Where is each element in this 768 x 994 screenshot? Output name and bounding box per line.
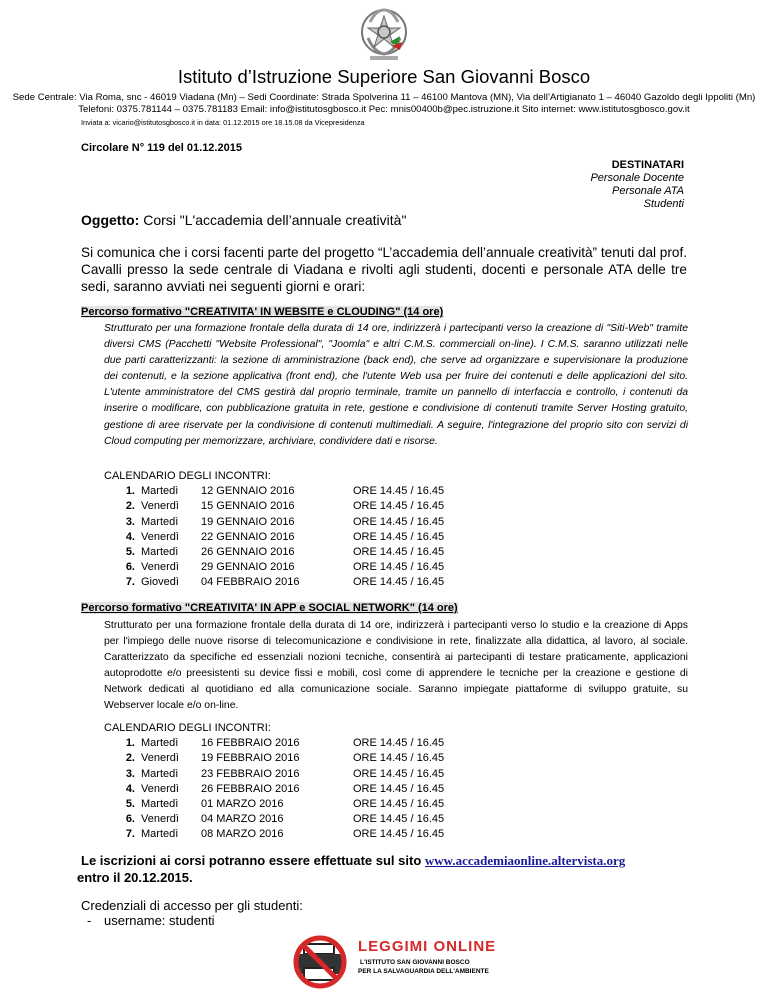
calendar-row: 2. Venerdì 19 FEBBRAIO 2016 ORE 14.45 / 16.45 xyxy=(125,752,445,765)
calendar-label: CALENDARIO DEGLI INCONTRI: xyxy=(104,470,271,482)
course-2-description: Strutturato per una formazione frontale della durata di 14 ore, indirizzerà i partecipanti verso lo studio e la creazione di Apps per l'impiego delle nuove risorse di telecomunicazione e condivisione in rete, finalizzate alla didattica, al lavoro, al sociale. Caratterizzato da specifiche ed essenziali nozioni tecniche, consentirà ai partecipanti di testare praticamente, applicazioni autoprodotte e/o preesistenti su device fissi e mobili, così come di apprendere le tecniche per la creazione e gestione di Network dedicati al quotidiano ed alla comunicazione sociale. Saranno impiegate piattaforme di sviluppo gratuite, su Webserver locale e/o on-line. xyxy=(104,620,688,712)
calendar-row: 3. Martedì 19 GENNAIO 2016 ORE 14.45 / 16.45 xyxy=(125,515,445,528)
destinatari-block xyxy=(590,159,684,211)
header-address: Sede Centrale: Via Roma, snc - 46019 Viadana (Mn) – Sedi Coordinate: Strada Spolverina 11 – 46100 Mantova (MN), Via dell’Artigianato 1 – 46040 Gazoldo degli Ippoliti (Mn) xyxy=(12,92,756,103)
credenziali-item: username: studenti xyxy=(104,913,215,928)
destinatario-item: Personale ATA xyxy=(612,185,684,197)
calendar-row: 4. Venerdì 26 FEBBRAIO 2016 ORE 14.45 / 16.45 xyxy=(125,782,445,795)
leggimi-online-logo xyxy=(290,934,500,990)
credenziali-title: Credenziali di accesso per gli studenti: xyxy=(81,898,303,913)
italian-republic-emblem-icon xyxy=(356,2,412,64)
no-printer-icon xyxy=(290,934,352,990)
header-sent-info: Inviata a: vicario@istitutosgbosco.it in data: 01.12.2015 ore 18.15.08 da Vicepresidenza xyxy=(81,118,365,127)
course-1-description: Strutturato per una formazione frontale della durata di 14 ore, indirizzerà i partecipanti verso la creazione di "Siti-Web" tramite diversi CMS (Pacchetti "Website Professional", "Joomla" e altri C.M.S. commerciali on-line). I C.M.S. saranno utilizzati nelle due parti caratterizzanti: la sezione di amministrazione (back end), che serve ad organizzare e supervisionare la produzione dei contenuti, e la sezione applicativa (front end), che l'utente Web usa per fruire dei contenuti e delle applicazioni del sito. L'utente amministratore del CMS gestirà dal proprio terminale, tramite un pannello di interfaccia e controllo, i contenuti da inserire o modificare, con pubblicazione gratuita in rete, gestione e condivisione di contenuti tramite Server Hosting gratuito, gestione di aree riservate per la condivisione di contenuti multimediali. A seguire, l'integrazione del proprio sito con servizi di Cloud computing per memorizzare, archiviare, condividere dati e risorse. xyxy=(104,323,688,447)
credenziali-block xyxy=(81,898,303,928)
destinatario-item: Studenti xyxy=(643,198,684,210)
calendar-row: 6. Venerdì 04 MARZO 2016 ORE 14.45 / 16.45 xyxy=(125,813,445,826)
logo-title: LEGGIMI ONLINE xyxy=(358,938,497,955)
iscrizioni-paragraph: Le iscrizioni ai corsi potranno essere effettuate sul sito www.accademiaonline.altervista.org entro il 20.12.2015. xyxy=(77,853,626,885)
oggetto-text: Corsi "L'accademia dell’annuale creatività" xyxy=(139,212,407,228)
logo-subtitle: L'ISTITUTO SAN GIOVANNI BOSCO xyxy=(360,959,470,966)
course-1-calendar xyxy=(104,469,445,591)
calendar-row: 7. Martedì 08 MARZO 2016 ORE 14.45 / 16.45 xyxy=(125,828,445,841)
calendar-row: 1. Martedì 12 GENNAIO 2016 ORE 14.45 / 16.45 xyxy=(125,485,445,498)
calendar-row: 7. Giovedì 04 FEBBRAIO 2016 ORE 14.45 / 16.45 xyxy=(125,576,445,589)
oggetto xyxy=(81,212,406,228)
header-contacts: Telefoni: 0375.781144 – 0375.781183 Email: info@istitutosgbosco.it Pec: mnis00400b@pec.istruzione.it Sito internet: www.istitutosgbosco.gov.it xyxy=(78,104,690,115)
calendar-row: 1. Martedì 16 FEBBRAIO 2016 ORE 14.45 / 16.45 xyxy=(125,737,445,750)
logo-subtitle-2: PER LA SALVAGUARDIA DELL'AMBIENTE xyxy=(358,968,489,975)
course-2-calendar xyxy=(104,721,445,843)
calendar-row: 5. Martedì 26 GENNAIO 2016 ORE 14.45 / 16.45 xyxy=(125,545,445,558)
destinatari-label: DESTINATARI xyxy=(611,159,684,171)
calendar-label: CALENDARIO DEGLI INCONTRI: xyxy=(104,722,271,734)
course-2-title: Percorso formativo "CREATIVITA' IN APP e SOCIAL NETWORK" (14 ore) xyxy=(81,602,458,614)
destinatario-item: Personale Docente xyxy=(590,172,684,184)
course-1-title: Percorso formativo "CREATIVITA' IN WEBSITE e CLOUDING" (14 ore) xyxy=(81,306,444,318)
calendar-row: 6. Venerdì 29 GENNAIO 2016 ORE 14.45 / 16.45 xyxy=(125,561,445,574)
registration-site-link[interactable]: www.accademiaonline.altervista.org xyxy=(424,853,626,868)
intro-paragraph: Si comunica che i corsi facenti parte del progetto “L’accademia dell’annuale creatività” tenuti dal prof. Cavalli presso la sede centrale di Viadana e rivolti agli studenti, docenti e personale ATA delle tre sedi, saranno avviati nei seguenti giorni e orari: xyxy=(81,245,688,294)
circolare-number: Circolare N° 119 del 01.12.2015 xyxy=(81,142,242,154)
oggetto-label: Oggetto: xyxy=(81,212,140,228)
calendar-row: 3. Martedì 23 FEBBRAIO 2016 ORE 14.45 / 16.45 xyxy=(125,767,445,780)
institute-title: Istituto d’Istruzione Superiore San Giovanni Bosco xyxy=(177,66,591,87)
calendar-row: 4. Venerdì 22 GENNAIO 2016 ORE 14.45 / 16.45 xyxy=(125,530,445,543)
calendar-row: 2. Venerdì 15 GENNAIO 2016 ORE 14.45 / 16.45 xyxy=(125,500,445,513)
calendar-row: 5. Martedì 01 MARZO 2016 ORE 14.45 / 16.45 xyxy=(125,797,445,810)
list-dash: - xyxy=(87,913,92,928)
